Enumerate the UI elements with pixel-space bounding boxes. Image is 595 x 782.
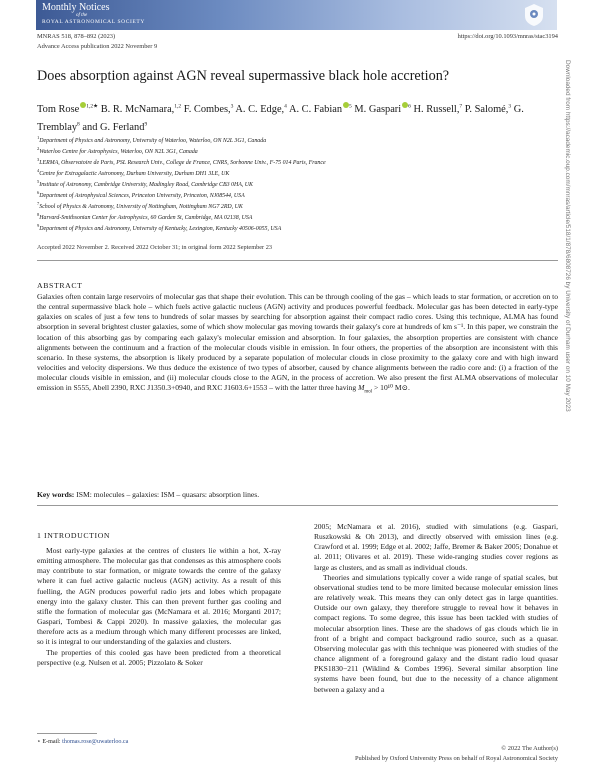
affiliation-marker: 3	[508, 104, 512, 110]
submission-dates: Accepted 2022 November 2. Received 2022 October 31; in original form 2022 September 23	[37, 244, 273, 251]
affiliation-marker: 3	[230, 104, 234, 110]
author	[289, 104, 352, 115]
author-name: M. Gaspari	[354, 104, 402, 116]
email-link[interactable]: thomas.rose@uwaterloo.ca	[62, 739, 129, 745]
affiliation-marker: 1,2★	[86, 104, 99, 110]
affiliation-marker: 4	[284, 104, 287, 110]
author-name: B. R. McNamara,	[100, 104, 175, 116]
affiliation-number: 2	[37, 146, 40, 152]
affiliation-marker: 9	[144, 121, 148, 128]
affiliation-list	[37, 134, 557, 233]
affiliation-number: 7	[37, 201, 40, 207]
divider	[37, 505, 558, 506]
affiliation	[37, 167, 557, 178]
affiliation-text: Department of Astrophysical Sciences, Princeton University, Princeton, NJ08544, USA	[39, 193, 245, 200]
affiliation-number: 8	[37, 212, 40, 218]
keywords	[37, 490, 558, 499]
affiliation-text: Centre for Extragalactic Astronomy, Durham University, Durham DH1 3LE, UK	[39, 171, 230, 178]
affiliation-marker: 5	[349, 104, 352, 110]
intro-heading: 1 INTRODUCTION	[37, 531, 111, 540]
author	[354, 104, 411, 115]
author-name: A. C. Edge,	[235, 104, 285, 116]
author-name: A. C. Fabian	[288, 104, 343, 116]
affiliation	[37, 145, 557, 156]
affiliation-number: 3	[37, 157, 40, 163]
intro-left-column	[37, 546, 281, 668]
affiliation-number: 9	[37, 223, 40, 229]
affiliation-marker: 6	[408, 104, 411, 110]
download-note: Downloaded from https://academic.oup.com/mnras/article/518/1/878/6808726 by University of Durham user on 10 May 2023	[564, 60, 571, 412]
affiliation-text: Harvard-Smithsonian Center for Astrophysics, 60 Garden St, Cambridge, MA 02138, USA	[39, 215, 253, 222]
author-name: P. Salomé,	[464, 104, 509, 116]
author-name: G. Tremblay	[37, 104, 524, 133]
author	[37, 104, 98, 115]
publisher-line: Published by Oxford University Press on behalf of Royal Astronomical Society	[354, 754, 558, 762]
paper-title: Does absorption against AGN reveal supermassive black hole accretion?	[37, 68, 450, 84]
affiliation-text: Department of Physics and Astronomy, University of Waterloo, Waterloo, ON N2L 3G1, Canada	[39, 137, 267, 144]
affiliation-number: 4	[37, 168, 40, 174]
citation: MNRAS 518, 878–892 (2023)	[37, 33, 116, 40]
affiliation-text: Department of Physics and Astronomy, University of Kentucky, Lexington, Kentucky 40506-0055, USA	[39, 226, 282, 233]
advance-access-note: Advance Access publication 2022 November 9	[37, 43, 158, 50]
footnote	[37, 738, 128, 745]
affiliation-marker: 7	[459, 104, 463, 110]
affiliation	[37, 222, 557, 233]
journal-banner	[36, 0, 557, 30]
author-name: and G. Ferland	[82, 121, 145, 133]
affiliation-number: 1	[37, 135, 40, 140]
copyright-line: © 2022 The Author(s)	[501, 745, 558, 752]
author	[414, 104, 463, 115]
footnote-label: ⋆ E-mail:	[37, 739, 61, 745]
author-list	[37, 100, 557, 135]
author	[465, 104, 511, 115]
affiliation	[37, 156, 557, 167]
intro-paragraph: The properties of this cooled gas have been predicted from a theoretical perspective (e.g. Nulsen et al. 2005; Pizzolato & Soker	[37, 647, 281, 667]
intro-paragraph: 2005; McNamara et al. 2016), studied with simulations (e.g. Gaspari, Ruszkowski & Oh 2013), and directly observed with emission lines (e.g. Crawford et al. 1999; Edge et al. 2002; Jaffe, Bremer & Baker 2005; Donahue et al. 2011; Olivares et al. 2019). These wide-ranging studies cover regions as large as clusters, and as small as individual clouds.	[314, 522, 558, 572]
affiliation-number: 5	[37, 179, 40, 185]
affiliation	[37, 189, 557, 200]
affiliation	[37, 200, 557, 211]
affiliation-text: LERMA, Observatoire de Paris, PSL Research Univ., College de France, CNRS, Sorbonne Univ., F-75 014 Paris, France	[39, 160, 326, 166]
affiliation	[37, 211, 557, 222]
journal-of: of the	[76, 13, 88, 18]
affiliation-marker: 8	[77, 121, 80, 128]
journal-society: ROYAL ASTRONOMICAL SOCIETY	[42, 19, 145, 25]
author	[235, 104, 287, 115]
author-name: H. Russell,	[413, 104, 460, 116]
divider	[37, 260, 558, 261]
affiliation-text: Institute of Astronomy, Cambridge University, Madingley Road, Cambridge CB3 0HA, UK	[39, 182, 253, 189]
affiliation-marker: 1,2	[174, 104, 182, 110]
affiliation	[37, 178, 557, 189]
affiliation-number: 6	[37, 190, 40, 196]
affiliation	[37, 134, 557, 145]
author	[184, 104, 234, 115]
author-name: F. Combes,	[183, 104, 231, 116]
journal-name: Monthly Notices	[42, 2, 110, 13]
footnote-divider	[37, 733, 97, 734]
author-name: Tom Rose	[37, 104, 80, 116]
keywords-text: ISM: molecules – galaxies: ISM – quasars: absorption lines.	[76, 490, 260, 499]
affiliation-text: Waterloo Centre for Astrophysics, Waterloo, ON N2L 3G1, Canada	[39, 148, 198, 155]
download-sidebar	[563, 60, 572, 715]
intro-paragraph: Theories and simulations typically cover a wide range of spatial scales, but observational studies tend to be more limited because molecular emission lines are relatively weak. This means they can only detect gas in large quantities. Outside our own galaxy, they therefore struggle to reveal how it behaves in compact regions. To some degree, this issue has been tackled with studies of molecular absorption lines. These are the shadows of gas clouds which lie in front of a bright and compact background radio source, such as a quasar. Observing molecular gas with this technique was pioneered with studies of the chance alignment of a foreground galaxy and the distant radio loud quasar PKS1830−211 (Wiklind & Combes 1996). Several similar absorption line systems have been found, but due to the necessity of a chance alignment between a galaxy and a	[314, 572, 558, 694]
intro-right-column	[314, 522, 558, 695]
author	[82, 122, 147, 133]
ras-crest-icon	[523, 3, 545, 27]
abstract-heading: ABSTRACT	[37, 281, 83, 290]
author	[101, 104, 181, 115]
intro-paragraph: Most early-type galaxies at the centres of clusters lie within a hot, X-ray emitting atmosphere. The molecular gas that condenses as this atmosphere cools may contribute to star formation, or migrate towards the centre of the galaxy where it can fuel active galactic nucleus (AGN) activity. As a result of this fuelling, the AGN produces powerful radio jets and lobes which propagate energy into the galaxy cluster. This can then prevent further gas cooling and stifle the formation of molecular gas (McNamara et al. 2016; Morganti 2017; Gaspari, Tombesi & Cappi 2020). In massive galaxies, the molecular gas therefore acts as a medium through which many different processes are linked, so it is integral to our understanding of the galaxies and clusters.	[37, 546, 281, 647]
keywords-label: Key words:	[37, 490, 75, 499]
doi-link[interactable]: https://doi.org/10.1093/mnras/stac3194	[457, 33, 558, 40]
abstract-text: Galaxies often contain large reservoirs of molecular gas that shape their evolution. This can be through cooling of the gas – which leads to star formation, or accretion on to the central supermassive black hole – which fuels active galactic nucleus (AGN) activity and produces powerful feedback. Molecular gas has been detected in early-type galaxies on scales of just a few tens to hundreds of solar masses by searching for absorption against their compact radio cores. Using this technique, ALMA has found absorption in several brightest cluster galaxies, some of which show molecular gas moving towards their galaxy's core at hundreds of km s⁻¹. In this paper, we constrain the location of this absorbing gas by comparing each galaxy's molecular emission and absorption. In four galaxies, the absorption properties are consistent with chance alignments between the continuum and a fraction of the molecular clouds visible in emission. In four others, the properties of the absorption are inconsistent with this scenario. In these systems, the absorption is likely produced by a separate population of molecular clouds in close proximity to the galaxy core and with high inward velocities and velocity dispersions. We thus deduce the existence of two types of absorber, caused by chance alignments between the radio core and: (i) a fraction of the molecular clouds visible in emission, and (ii) molecular clouds close to the AGN, in the process of accretion. We also present the first ALMA observations of molecular emission in S555, Abell 2390, RXC J1350.3+0940, and RXC J1603.6+1553 – with the latter three having $M_{mol} > 10^{10}$ M⊙.	[37, 292, 558, 395]
copyright	[355, 744, 558, 763]
affiliation-text: School of Physics & Astronomy, University of Nottingham, Nottingham NG7 2RD, UK	[39, 204, 243, 211]
